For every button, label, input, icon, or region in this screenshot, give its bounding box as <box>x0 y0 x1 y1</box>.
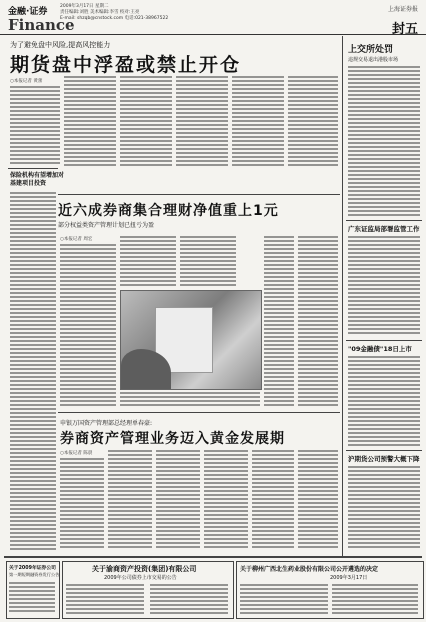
ad-left-title: 关于2009年证券公司 <box>9 566 56 571</box>
story1-byline: ○本报记者 黄蕾 <box>10 79 43 84</box>
story2-photo <box>120 290 262 390</box>
story1-text-col5 <box>232 76 284 166</box>
story1-kicker: 为了避免盘中风险,提高风控能力 <box>10 41 111 49</box>
story2-subhead: 部分权益类资产管理计划已扭亏为盈 <box>58 222 155 229</box>
sidebar1-title <box>10 172 64 188</box>
story2-headline: 近六成券商集合理财净值重上1元 <box>58 203 279 219</box>
story3-text-col4 <box>204 450 248 550</box>
story3-text-col1 <box>60 458 104 550</box>
ad-right-date: 2009年3月17日 <box>330 575 368 581</box>
photo-caption <box>120 392 260 408</box>
ad-right-text-col1 <box>240 584 328 614</box>
sidebar1-rule <box>8 168 58 169</box>
right-story1-text <box>348 66 420 216</box>
right-story2-text <box>348 236 420 336</box>
meta-date: 2009年3月17日 星期二 <box>60 4 109 9</box>
story2-byline: ○本报记者 周宏 <box>60 237 93 242</box>
page-number: 封五 <box>391 22 418 37</box>
column-divider <box>342 36 343 556</box>
section-english: Finance <box>8 16 75 34</box>
story3-byline: ○本报记者 陈晨 <box>60 451 93 456</box>
sidebar1-title-line2: 基建项目投资 <box>10 180 47 187</box>
ad-right-title: 关于柳州广西北生药业股份有限公司公开遴选的决定 <box>240 566 379 573</box>
sidebar1-title-line1: 保险机构有望增加对 <box>10 172 65 179</box>
ad-middle-sub: 2009年公司债券上市交易的公告 <box>104 575 177 581</box>
right-story3-text <box>348 356 420 446</box>
story3-headline: 券商资产管理业务迈入黄金发展期 <box>60 431 285 447</box>
right-rule1 <box>346 220 422 221</box>
meta-contact: E-mail: shzqb@cnstock.com 电话:021-38967522 <box>60 16 169 21</box>
section-label: 金融·证券 <box>8 7 48 17</box>
story1-text-col2 <box>64 76 116 166</box>
story1-headline: 期货盘中浮盈或禁止开仓 <box>10 54 242 76</box>
right-rule3 <box>346 450 422 451</box>
right-story4-title: 沪期货公司预警大概下降 <box>348 455 420 463</box>
ad-middle-text-col1 <box>66 584 144 614</box>
story1-text-col6 <box>288 76 338 166</box>
story1-text-col4 <box>176 76 228 166</box>
story2-text-col4 <box>264 236 294 408</box>
story1-text-col3 <box>120 76 172 166</box>
story2-text-col2 <box>120 236 176 286</box>
right-story1-subtitle: 违规交易退出港股市场 <box>348 57 399 63</box>
ad-right-text-col2 <box>332 584 418 614</box>
right-story1-title: 上交所处罚 <box>348 45 394 55</box>
story3-text-col2 <box>108 450 152 550</box>
right-rule2 <box>346 340 422 341</box>
story2-text-col1 <box>60 244 116 408</box>
right-story2-title: 广东证监局部署监管工作 <box>348 225 420 233</box>
ad-left-text <box>9 582 55 614</box>
story1-text-col1 <box>10 86 60 166</box>
ads-rule <box>4 556 422 558</box>
meta-editors: 责任编辑:刘胜 美术编辑:李雪 校对:王亮 <box>60 10 140 15</box>
sidebar1-text <box>10 192 56 550</box>
story2-rule <box>58 194 340 195</box>
masthead <box>0 0 426 35</box>
story2-text-col3 <box>180 236 236 286</box>
paper-name: 上海证券报 <box>387 6 418 13</box>
story3-kicker: 申银万国资产管理部总经理单春豪: <box>60 420 153 427</box>
ad-middle-title: 关于渝商资产投资(集团)有限公司 <box>92 565 197 573</box>
right-story3-title: "09金融债"18日上市 <box>348 345 412 353</box>
masthead-meta <box>60 4 168 22</box>
right-story4-text <box>348 466 420 550</box>
story2-text-col5 <box>298 236 338 408</box>
story3-text-col5 <box>252 450 294 550</box>
ad-middle-text-col2 <box>150 584 228 614</box>
story3-text-col3 <box>156 450 200 550</box>
ad-left-sub: 第一期短期融资券发行公告 <box>9 572 60 577</box>
story3-text-col6 <box>298 450 338 550</box>
story3-rule <box>58 412 340 413</box>
